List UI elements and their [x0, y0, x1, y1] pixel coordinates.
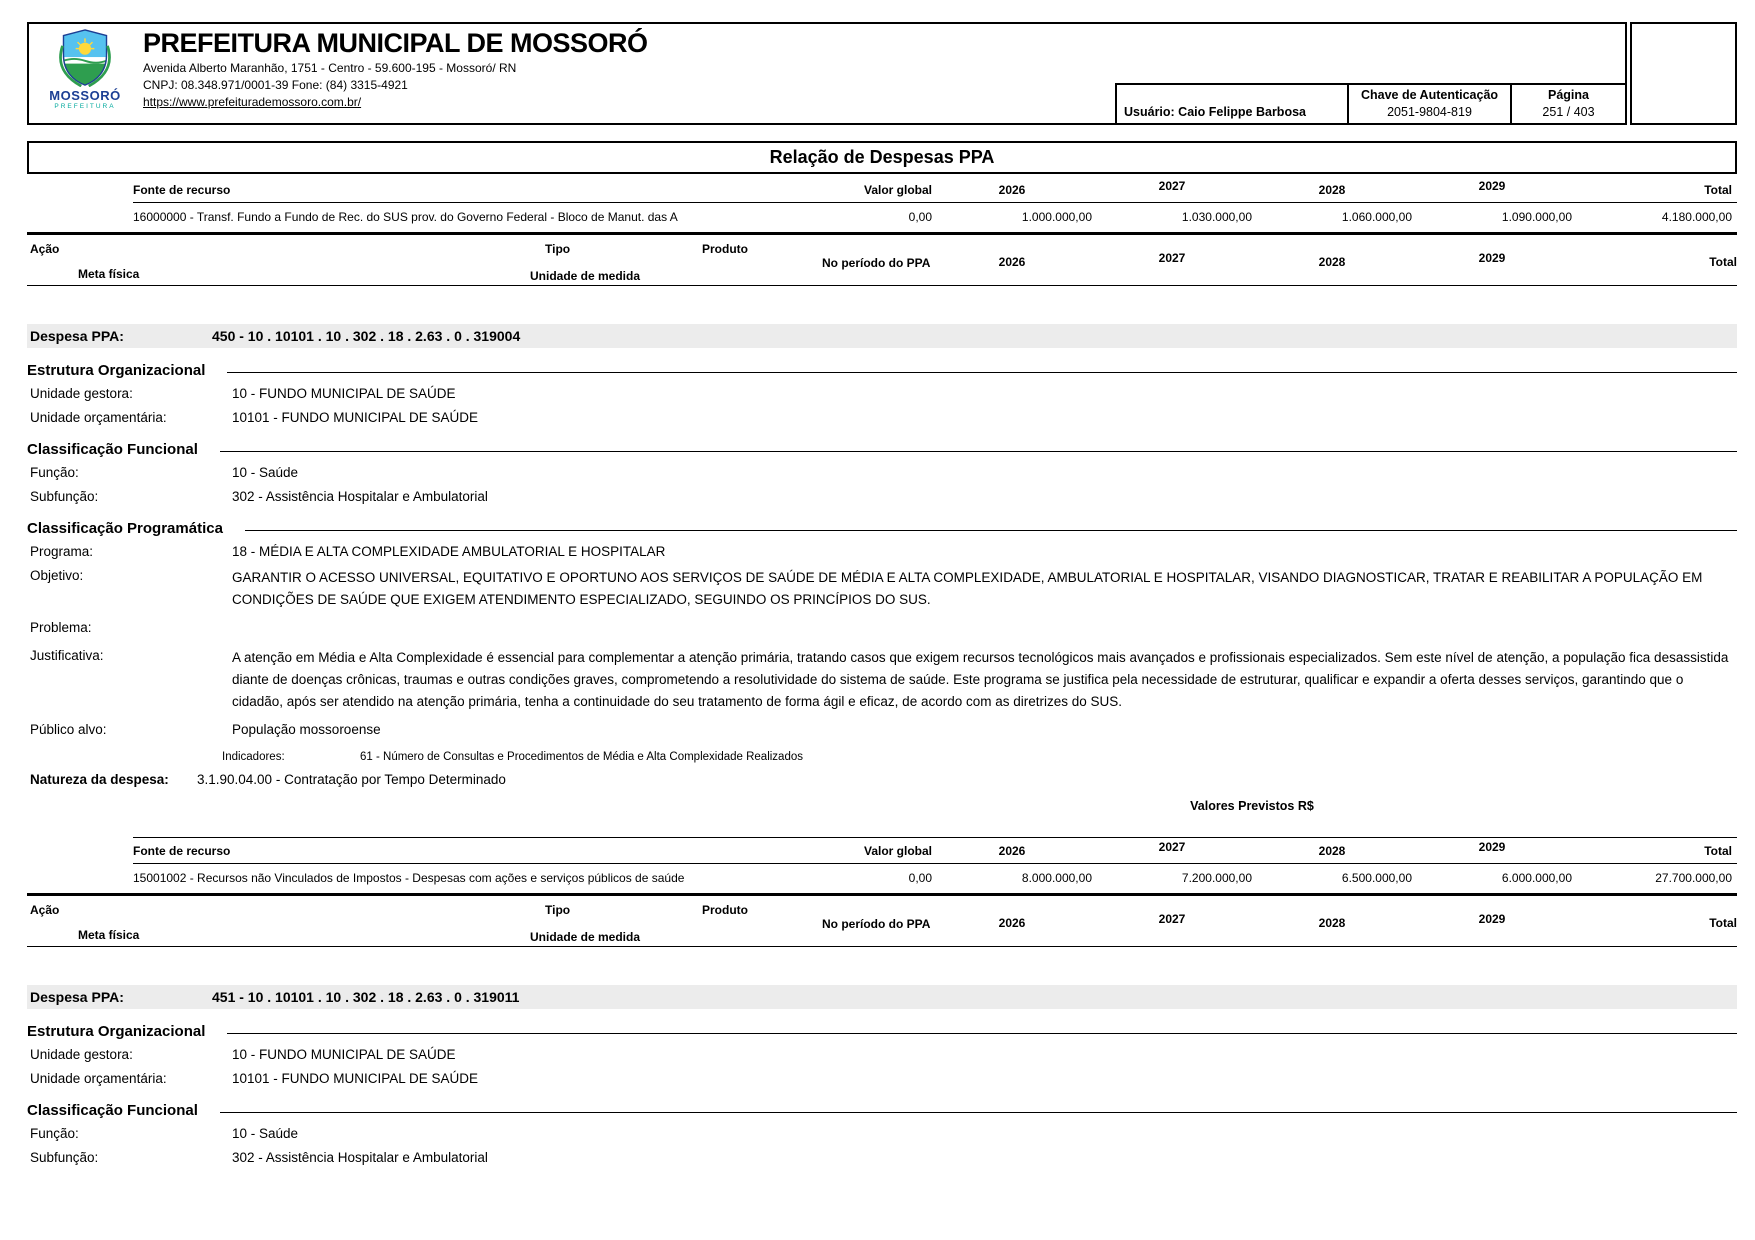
meta-fisica-label: Meta física: [78, 267, 140, 281]
unidade-medida-label: Unidade de medida: [530, 269, 641, 283]
page-header: [27, 22, 1737, 125]
funcao-value: 10 - Saúde: [232, 465, 299, 480]
resource-table-header: [27, 174, 1737, 202]
valores-previstos-label: Valores Previstos R$: [1190, 799, 1314, 813]
org-info: [141, 24, 652, 123]
value-2027: 1.030.000,00: [1181, 210, 1252, 224]
col-2029: 2029: [1478, 251, 1506, 265]
valor-global-value: 0,00: [908, 871, 932, 885]
unidade-orcamentaria-value: 10101 - FUNDO MUNICIPAL DE SAÚDE: [232, 410, 479, 425]
subfuncao-value: 302 - Assistência Hospitalar e Ambulatorial: [232, 1150, 488, 1165]
value-2027: 7.200.000,00: [1181, 871, 1252, 885]
user-cell: Usuário: Caio Felippe Barbosa: [1115, 83, 1347, 123]
resource-table-row: [27, 864, 1737, 893]
problema-label: Problema:: [30, 620, 92, 635]
row-justificativa: [27, 647, 1737, 713]
value-2029: 1.090.000,00: [1501, 210, 1572, 224]
value-2026: 1.000.000,00: [1021, 210, 1092, 224]
report-title: Relação de Despesas PPA: [27, 141, 1737, 174]
fonte-value: 16000000 - Transf. Fundo a Fundo de Rec. do SUS prov. do Governo Federal - Bloco de Manut. das A: [133, 210, 678, 224]
row-natureza-despesa: [27, 772, 1737, 787]
section-funcional: [27, 441, 1737, 458]
despesa-ppa-label: Despesa PPA:: [30, 328, 124, 344]
unidade-orcamentaria-label: Unidade orçamentária:: [30, 1071, 167, 1086]
indicadores-value: 61 - Número de Consultas e Procedimentos de Média e Alta Complexidade Realizados: [360, 751, 803, 763]
logo-subtitle: PREFEITURA: [54, 103, 116, 110]
unidade-gestora-label: Unidade gestora:: [30, 386, 133, 401]
section-funcional-title: Classificação Funcional: [27, 441, 198, 458]
col-2026: 2026: [998, 183, 1026, 197]
produto-label: Produto: [702, 242, 748, 256]
col-2027: 2027: [1158, 840, 1186, 854]
no-periodo-label: No período do PPA: [822, 256, 931, 270]
section-estrutura: [27, 362, 1737, 379]
auth-key-cell: [1347, 83, 1510, 123]
action-header-block: [27, 235, 1737, 285]
col-total: Total: [1704, 183, 1732, 197]
col-2027: 2027: [1158, 179, 1186, 193]
value-2029: 6.000.000,00: [1501, 871, 1572, 885]
meta-fisica-label: Meta física: [78, 928, 140, 942]
header-empty-box: [1630, 22, 1737, 125]
value-2028: 6.500.000,00: [1341, 871, 1412, 885]
header-main-box: [27, 22, 1627, 125]
funcao-label: Função:: [30, 1126, 79, 1141]
no-periodo-label: No período do PPA: [822, 917, 931, 931]
resource-table-row: [27, 203, 1737, 232]
programa-label: Programa:: [30, 544, 94, 559]
tipo-label: Tipo: [545, 242, 571, 256]
col-2029: 2029: [1478, 179, 1506, 193]
col-2026: 2026: [998, 916, 1026, 930]
despesa-ppa-bar: [27, 985, 1737, 1009]
value-total: 27.700.000,00: [1655, 871, 1732, 885]
natureza-value: 3.1.90.04.00 - Contratação por Tempo Determinado: [197, 772, 506, 787]
section-rule: [220, 1112, 1737, 1113]
row-objetivo: [27, 567, 1737, 611]
col-valor-global: Valor global: [863, 844, 932, 858]
action-years-row: [932, 912, 1737, 930]
value-total: 4.180.000,00: [1661, 210, 1732, 224]
section-estrutura: [27, 1023, 1737, 1040]
resource-table-header: [27, 838, 1737, 863]
auth-key-value: 2051-9804-819: [1387, 105, 1472, 119]
col-2026: 2026: [998, 844, 1026, 858]
col-fonte: Fonte de recurso: [133, 844, 231, 858]
logo-wordmark: MOSSORÓ: [49, 88, 121, 103]
col-valor-global: Valor global: [863, 183, 932, 197]
funcao-value: 10 - Saúde: [232, 1126, 299, 1141]
col-fonte: Fonte de recurso: [133, 183, 231, 197]
objetivo-label: Objetivo:: [30, 568, 84, 583]
logo: [29, 24, 141, 123]
row-unidade-gestora: [27, 1046, 1737, 1064]
unidade-orcamentaria-value: 10101 - FUNDO MUNICIPAL DE SAÚDE: [232, 1071, 479, 1086]
acao-label: Ação: [30, 903, 60, 917]
produto-label: Produto: [702, 903, 748, 917]
mossoro-crest-icon: [55, 29, 115, 87]
problema-value: [232, 619, 1737, 637]
col-2028: 2028: [1318, 255, 1346, 269]
value-2028: 1.060.000,00: [1341, 210, 1412, 224]
row-funcao: [27, 464, 1737, 482]
header-meta-cells: [1115, 83, 1625, 123]
unidade-gestora-value: 10 - FUNDO MUNICIPAL DE SAÚDE: [232, 386, 456, 401]
col-total: Total: [1709, 255, 1737, 269]
row-indicadores: [27, 751, 1737, 763]
section-funcional: [27, 1102, 1737, 1119]
section-estrutura-title: Estrutura Organizacional: [27, 362, 206, 379]
row-problema: [27, 619, 1737, 637]
action-years-row: [932, 251, 1737, 269]
despesa-ppa-code: 450 - 10 . 10101 . 10 . 302 . 18 . 2.63 . 0 . 319004: [212, 328, 521, 344]
page-value: 251 / 403: [1542, 105, 1595, 119]
row-unidade-orcamentaria: [27, 409, 1737, 427]
row-unidade-gestora: [27, 385, 1737, 403]
programa-value: 18 - MÉDIA E ALTA COMPLEXIDADE AMBULATORIAL E HOSPITALAR: [232, 544, 666, 559]
subfuncao-value: 302 - Assistência Hospitalar e Ambulatorial: [232, 489, 488, 504]
col-2028: 2028: [1318, 916, 1346, 930]
col-2028: 2028: [1318, 844, 1346, 858]
row-subfuncao: [27, 488, 1737, 506]
action-header-block: [27, 896, 1737, 946]
page-number-cell: [1510, 83, 1625, 123]
natureza-label: Natureza da despesa:: [30, 772, 169, 787]
section-estrutura-title: Estrutura Organizacional: [27, 1023, 206, 1040]
despesa-ppa-bar: [27, 324, 1737, 348]
section-rule: [227, 372, 1737, 373]
publico-alvo-value: População mossoroense: [232, 722, 381, 737]
section-rule: [245, 530, 1737, 531]
section-rule: [220, 451, 1737, 452]
value-2026: 8.000.000,00: [1021, 871, 1092, 885]
page-label: Página: [1548, 88, 1589, 102]
row-programa: [27, 543, 1737, 561]
subfuncao-label: Subfunção:: [30, 1150, 99, 1165]
col-2029: 2029: [1478, 912, 1506, 926]
col-2028: 2028: [1318, 183, 1346, 197]
row-unidade-orcamentaria: [27, 1070, 1737, 1088]
funcao-label: Função:: [30, 465, 79, 480]
objetivo-value: GARANTIR O ACESSO UNIVERSAL, EQUITATIVO E OPORTUNO AOS SERVIÇOS DE SAÚDE DE MÉDIA E ALTA COMPLEXIDADE, AMBULATORIAL E HOSPITALAR, VISANDO DIAGNOSTICAR, TRATAR E REABILITAR A POPULAÇÃO EM CONDIÇÕES DE SAÚDE QUE EXIGEM ATENDIMENTO ESPECIALIZADO, SEGUINDO OS PRINCÍPIOS DO SUS.: [232, 570, 1703, 607]
fonte-value: 15001002 - Recursos não Vinculados de Impostos - Despesas com ações e serviços públicos de saúde: [133, 871, 685, 885]
justificativa-label: Justificativa:: [30, 648, 104, 663]
row-publico-alvo: [27, 721, 1737, 739]
col-total: Total: [1704, 844, 1732, 858]
col-2026: 2026: [998, 255, 1026, 269]
row-funcao: [27, 1125, 1737, 1143]
org-title: PREFEITURA MUNICIPAL DE MOSSORÓ: [143, 28, 648, 58]
indicadores-label: Indicadores:: [222, 751, 285, 763]
despesa-ppa-code: 451 - 10 . 10101 . 10 . 302 . 18 . 2.63 . 0 . 319011: [212, 989, 520, 1005]
valor-global-value: 0,00: [908, 210, 932, 224]
publico-alvo-label: Público alvo:: [30, 722, 107, 737]
org-cnpj-phone: CNPJ: 08.348.971/0001-39 Fone: (84) 3315-4921: [143, 78, 408, 92]
action-block-divider: [27, 285, 1737, 286]
unidade-medida-label: Unidade de medida: [530, 930, 641, 944]
section-programatica: [27, 520, 1737, 537]
unidade-orcamentaria-label: Unidade orçamentária:: [30, 410, 167, 425]
acao-label: Ação: [30, 242, 60, 256]
col-2027: 2027: [1158, 251, 1186, 265]
org-website-link[interactable]: https://www.prefeiturademossoro.com.br/: [143, 95, 362, 109]
col-2027: 2027: [1158, 912, 1186, 926]
despesa-ppa-label: Despesa PPA:: [30, 989, 124, 1005]
subfuncao-label: Subfunção:: [30, 489, 99, 504]
justificativa-value: A atenção em Média e Alta Complexidade é essencial para complementar a atenção primária, tratando casos que exigem recursos tecnológicos mais avançados e profissionais especializados. Sem este nível de atenção, a população fica desassistida diante de doenças crônicas, traumas e outras condições graves, comprometendo a resolutividade do sistema de saúde. Este programa se justifica pela necessidade de estruturar, qualificar e expandir a oferta desses serviços, garantindo que o cidadão, após ser atendido na atenção primária, tenha a continuidade do seu tratamento de forma ágil e eficaz, de acordo com as diretrizes do SUS.: [232, 650, 1729, 709]
tipo-label: Tipo: [545, 903, 571, 917]
org-address: Avenida Alberto Maranhão, 1751 - Centro - 59.600-195 - Mossoró/ RN: [143, 61, 517, 75]
auth-key-label: Chave de Autenticação: [1360, 88, 1499, 102]
col-2029: 2029: [1478, 840, 1506, 854]
section-programatica-title: Classificação Programática: [27, 520, 223, 537]
row-subfuncao: [27, 1149, 1737, 1167]
section-rule: [227, 1033, 1737, 1034]
col-total: Total: [1709, 916, 1737, 930]
report-page: [27, 22, 1737, 1167]
unidade-gestora-label: Unidade gestora:: [30, 1047, 133, 1062]
section-funcional-title: Classificação Funcional: [27, 1102, 198, 1119]
unidade-gestora-value: 10 - FUNDO MUNICIPAL DE SAÚDE: [232, 1047, 456, 1062]
action-block-divider: [27, 946, 1737, 947]
